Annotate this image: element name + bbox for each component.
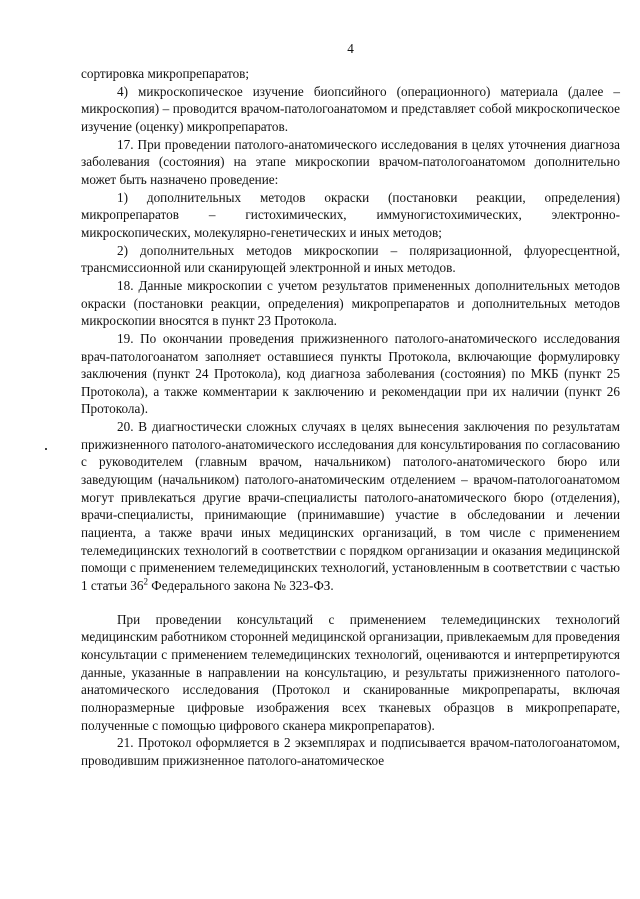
paragraph-item-17-1: 1) дополнительных методов окраски (постановки реакции, определения) микропрепаратов – гистохимических, иммуногистохимических, электронно-микроскопических, молекулярно-генетических и иных методов;: [81, 189, 620, 240]
footnote-superscript: 2: [143, 576, 148, 587]
paragraph-20-text: 20. В диагностически сложных случаях в целях вынесения заключения по результатам прижизненного патолого-анатомического исследования для консультирования по согласованию с руководителем (главным врачом, начальником) патолого-анатомического бюро или заведующим (начальником) патолого-анатомическим отделением – врачом-патологоанатомом могут привлекаться другие врачи-специалисты патолого-анатомического бюро (отделения), врачи-специалисты, принимающие (принимавшие) участие в обследовании и лечении пациента, а также врачи иных медицинских организаций, в том числе с применением телемедицинских технологий в соответствии с порядком организации и оказания медицинской помощи с применением телемедицинских технологий, установленным в соответствии с частью 1 статьи 36: [81, 419, 620, 594]
paragraph-21: 21. Протокол оформляется в 2 экземплярах и подписывается врачом-патологоанатомом, проводившим прижизненное патолого-анатомическое: [81, 735, 620, 768]
paragraph-item-17-2: 2) дополнительных методов микроскопии – поляризационной, флуоресцентной, трансмиссионной или сканирующей электронной и иных методов.: [81, 242, 620, 276]
paragraph-17: 17. При проведении патолого-анатомического исследования в целях уточнения диагноза заболевания (состояния) на этапе микроскопии врачом-патологоанатомом дополнительно может быть назначено проведение:: [81, 136, 620, 187]
paragraph-19: 19. По окончании проведения прижизненного патолого-анатомического исследования врач-патологоанатом заполняет оставшиеся пункты Протокола, включающие формулировку заключения (пункт 24 Протокола), код диагноза заболевания (состояния) по МКБ (пункт 25 Протокола), а также комментарии к заключению и рекомендации при их наличии (пункт 26 Протокола).: [81, 330, 620, 417]
paragraph-20: [81, 418, 620, 595]
paragraph-item-16-4: 4) микроскопическое изучение биопсийного (операционного) материала (далее – микроскопия) – проводится врачом-патологоанатомом и представляет собой микроскопическое изучение (оценку) микропрепаратов.: [81, 83, 620, 134]
scan-artifact-dot: [45, 448, 47, 450]
paragraph-continuation: сортировка микропрепаратов;: [81, 66, 250, 81]
paragraph-18: 18. Данные микроскопии с учетом результатов примененных дополнительных методов окраски (постановки реакции, определения) микропрепаратов и дополнительных методов микроскопии вносятся в пункт 23 Протокола.: [81, 277, 620, 329]
paragraph-20-consultations: При проведении консультаций с применением телемедицинских технологий медицинским работником сторонней медицинской организации, привлекаемым для проведения консультации с применением телемедицинских технологий, оцениваются и интерпретируются данные, указанные в направлении на консультацию, и результаты прижизненного патолого-анатомического исследования (Протокол и сканированные микропрепараты, включая полноразмерные цифровые изображения всех тканевых образцов в микропрепарате, полученные с помощью цифрового сканера микропрепаратов).: [81, 611, 620, 733]
page-number: 4: [347, 41, 354, 56]
paragraph-20-text-end: Федерального закона № 323-ФЗ.: [148, 578, 334, 594]
